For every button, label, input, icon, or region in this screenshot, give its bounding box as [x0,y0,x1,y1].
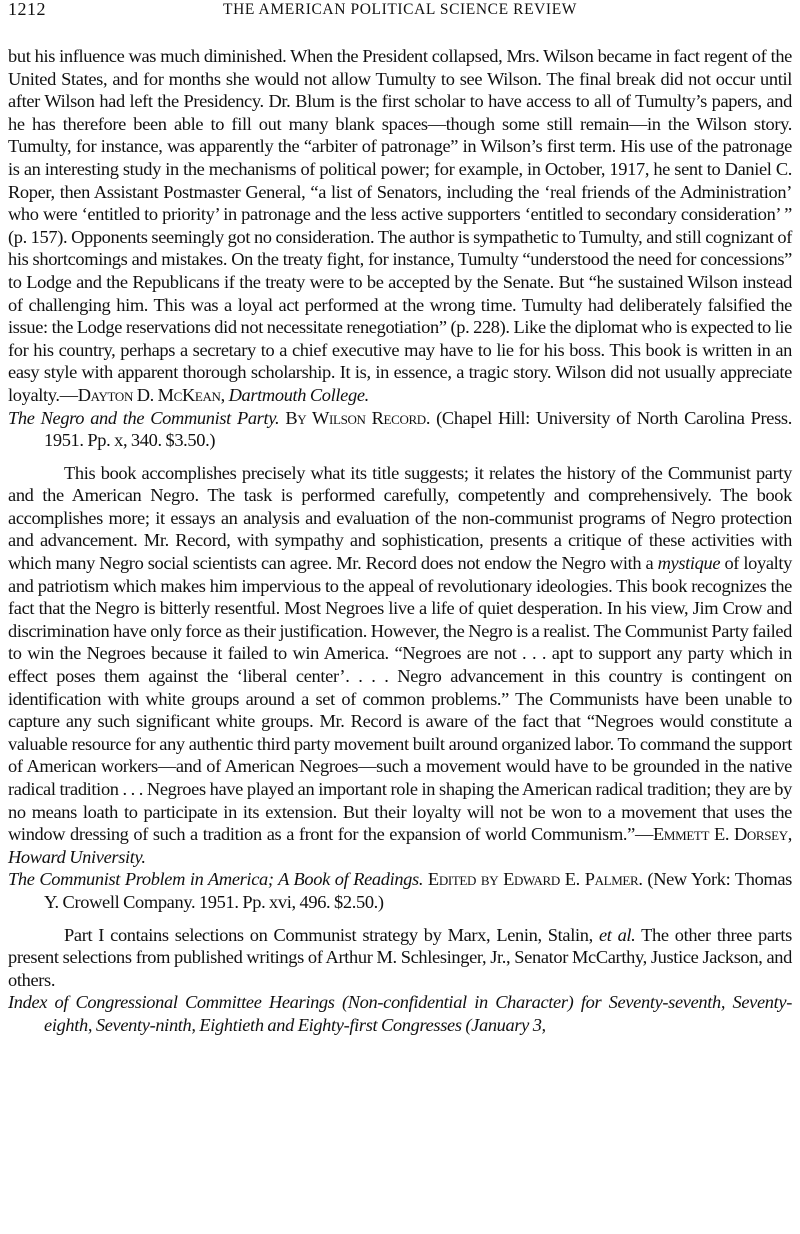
running-head [8,0,792,26]
review-text: of loyalty and patriotism which makes him impervious to the appeal of revolutionary ideologies. This book recognizes the fact that the Negro is bitterly resentful. Most Negroes live a life of quiet desperation. In his view, Jim Crow and discrimination have only force as their justification. However, the Negro is a realist. The Communist Party failed to win the Negroes because it failed to win America. “Negroes are not . . . apt to support any party which in effect poses them against the ‘liberal center’. . . . Negro advancement in this country is contingent on identification with white groups around a set of common problems.” The Communists have been unable to capture any such significant white groups. Mr. Record is aware of the fact that “Negroes would constitute a valuable resource for any authentic third party movement built around organized labor. To command the support of American workers—and of American Negroes—such a movement would have to be grounded in the native radical tradition . . . Negroes have played an important role in shaping the American radical tradition; they are by no means loath to participate in its extension. But their loyalty will not be won to a movement that uses the window dressing of such a tradition as a front for the expansion of world Communism.”— [8,553,792,845]
review-negro-communist-party-body [8,462,792,869]
review-text: This book accomplishes precisely what its title suggests; it relates the history of the Communist party and the American Negro. The task is performed carefully, competently and comprehensively. The book accomplishes more; it essays an analysis and evaluation of the non-communist programs of Negro protection and advancement. Mr. Record, with sympathy and sophistication, presents a critique of these activities with which many Negro social scientists can agree. Mr. Record does not endow the Negro with a [8,462,792,574]
book-title: Index of Congressional Committee Hearings (Non-confidential in Character) for Seventy-seventh, Seventy-eighth, Seventy-ninth, Eightieth and Eighty-first Congresses (January 3, [8,992,792,1035]
book-title: The Negro and the Communist Party. [8,407,280,428]
separator: , [787,824,792,845]
reviewer-name: Dayton D. McKean [77,384,221,405]
reviewer-institution: Howard University. [8,846,146,867]
review-heading-congressional-index [8,991,792,1036]
reviewer-name: Emmett E. Dorsey [653,824,788,845]
review-tumulty-continuation [8,45,792,407]
book-title: The Communist Problem in America; A Book of Readings. [8,869,424,890]
book-editor: Edward E. Palmer. [503,869,643,890]
page-number: 1212 [8,0,46,19]
book-author: Wilson Record. [312,407,431,428]
review-text: but his influence was much diminished. When the President collapsed, Mrs. Wilson became in fact regent of the United States, and for months she would not allow Tumulty to see Wilson. The final break did not occur until after Wilson had left the Presidency. Dr. Blum is the first scholar to have access to all of Tumulty’s papers, and he has therefore been able to fill out many blank spaces—though some still remain—in the Wilson story. Tumulty, for instance, was apparently the “arbiter of patronage” in Wilson’s first term. His use of the patronage is an interesting study in the mechanisms of political power; for example, in October, 1917, he sent to Daniel C. Roper, then Assistant Postmaster General, “a list of Senators, including the ‘real friends of the Administration’ who were ‘entitled to priority’ in patronage and the less active supporters ‘entitled to secondary consideration’ ” (p. 157). Opponents seemingly got no consideration. The author is sympathetic to Tumulty, and still cognizant of his shortcomings and mistakes. On the treaty fight, for instance, Tumulty “understood the need for concessions” to Lodge and the Republicans if the treaty were to be accepted by the Senate. But “he sustained Wilson instead of challenging him. This was a loyal act performed at the wrong time. Tumulty had deliberately falsified the issue: the Lodge reservations did not necessitate renegotiation” (p. 228). Like the diplomat who is expected to lie for his country, perhaps a secretary to a chief executive may have to lie for his boss. This book is written in an easy style with apparent thorough scholarship. It is, in essence, a tragic story. Wilson did not usually appreciate loyalty.— [8,46,792,405]
publication-info: (Chapel Hill: University of North Carolina Press. 1951. Pp. x, 340. $3.50.) [44,407,792,451]
review-text: Part I contains selections on Communist strategy by Marx, Lenin, Stalin, [64,924,599,945]
by-label: By [279,407,313,428]
publication-info: (New York: Thomas Y. Crowell Company. 1951. Pp. xvi, 496. $2.50.) [44,869,792,912]
review-text: The other three parts present selections from published writings of Arthur M. Schlesinger, Jr., Senator McCarthy, Justice Jackson, and others. [8,924,792,990]
reviewer-institution: Dartmouth College. [228,384,369,405]
review-communist-problem-body [8,924,792,992]
review-heading-communist-problem [8,868,792,913]
separator: , [220,384,229,405]
journal-title: THE AMERICAN POLITICAL SCIENCE REVIEW [223,1,577,18]
review-heading-negro-communist-party [8,407,792,452]
edited-by-label: Edited by [423,869,504,890]
emphasis-text: mystique [657,553,721,574]
emphasis-text: et al. [598,924,636,945]
article-body [8,45,792,1037]
